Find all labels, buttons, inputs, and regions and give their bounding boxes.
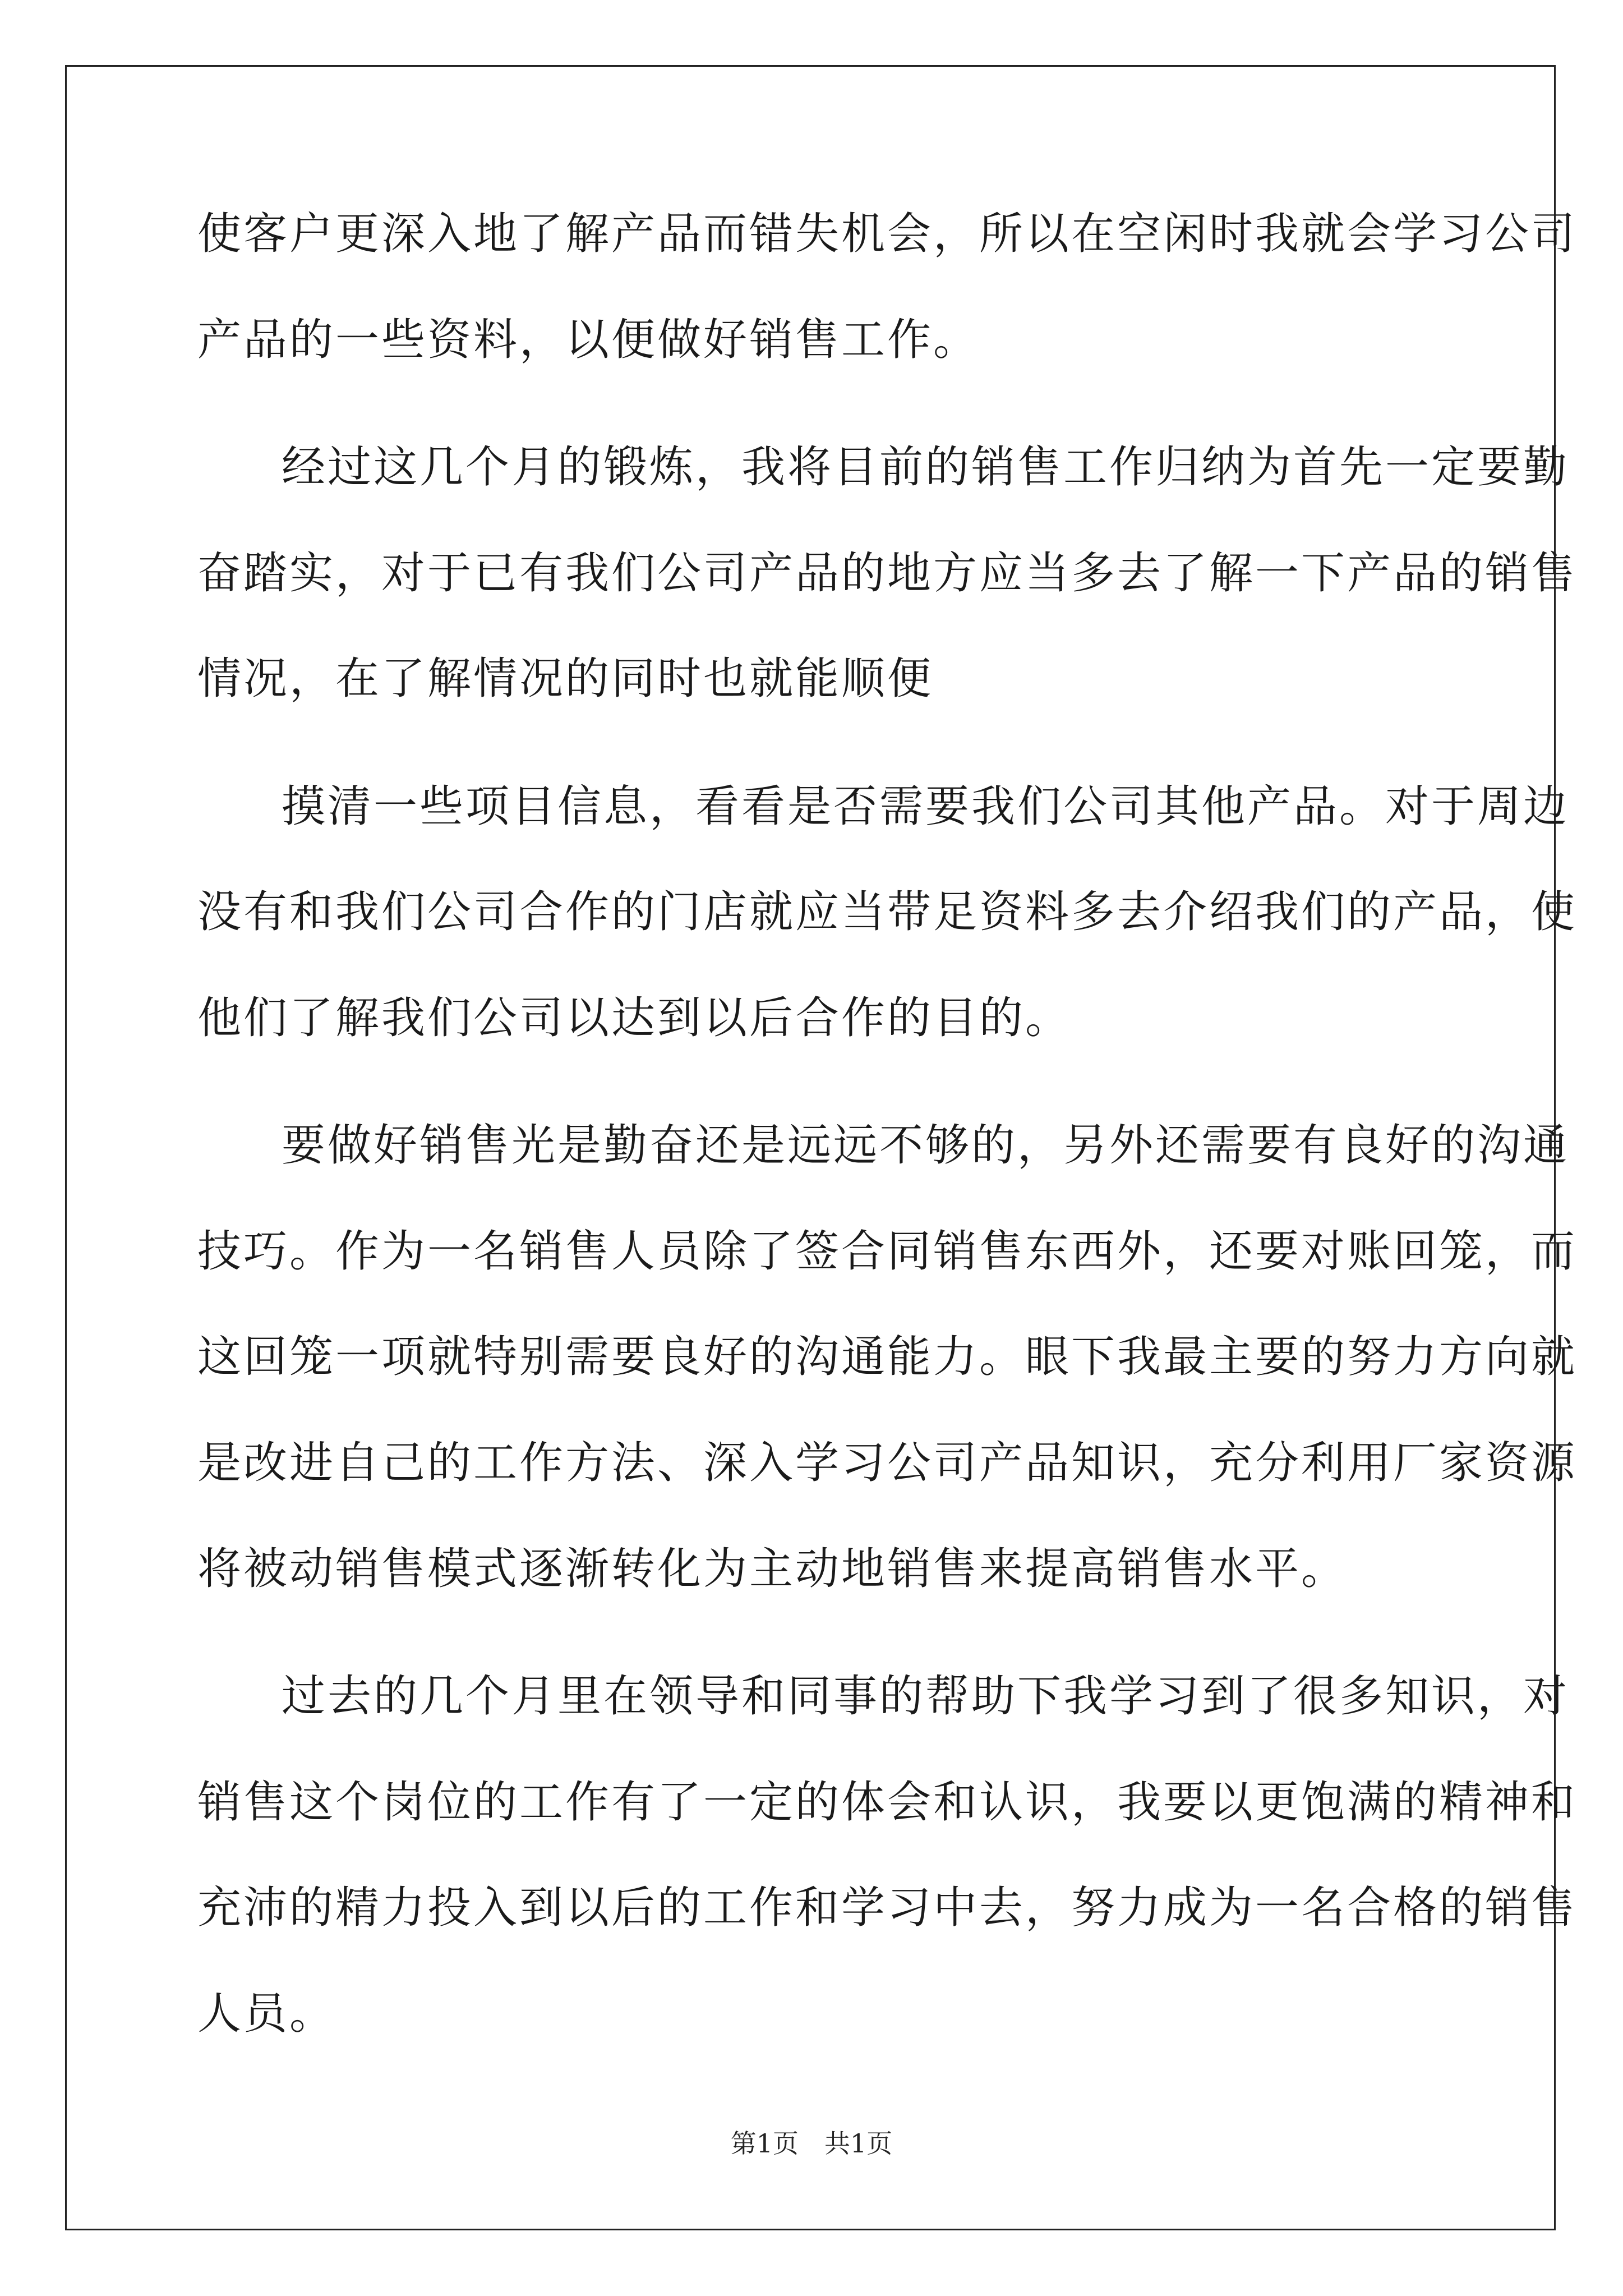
text-line: 人员。 (197, 1989, 336, 2039)
text-line: 销售这个岗位的工作有了一定的体会和认识，我要以更饱满的精神和 (197, 1777, 1578, 1828)
text-line: 产品的一些资料，以便做好销售工作。 (197, 315, 980, 365)
text-line: 摸清一些项目信息，看看是否需要我们公司其他产品。对于周边 (282, 781, 1570, 832)
text-line: 经过这几个月的锻炼，我将目前的销售工作归纳为首先一定要勤 (282, 442, 1570, 493)
text-line: 情况，在了解情况的同时也就能顺便 (197, 654, 934, 704)
page-number: 第1页 共1页 (730, 2128, 893, 2159)
text-line: 奋踏实，对于已有我们公司产品的地方应当多去了解一下产品的销售 (197, 548, 1578, 599)
text-line: 技巧。作为一名销售人员除了签合同销售东西外，还要对账回笼，而 (197, 1226, 1578, 1277)
text-line: 他们了解我们公司以达到以后合作的目的。 (197, 993, 1072, 1043)
text-line: 要做好销售光是勤奋还是远远不够的，另外还需要有良好的沟通 (282, 1120, 1570, 1171)
text-line: 过去的几个月里在领导和同事的帮助下我学习到了很多知识，对 (282, 1671, 1570, 1722)
text-line: 这回笼一项就特别需要良好的沟通能力。眼下我最主要的努力方向就 (197, 1332, 1578, 1382)
text-line: 使客户更深入地了解产品而错失机会，所以在空闲时我就会学习公司 (197, 209, 1578, 259)
text-line: 将被动销售模式逐渐转化为主动地销售来提高销售水平。 (197, 1544, 1348, 1594)
text-line: 充沛的精力投入到以后的工作和学习中去，努力成为一名合格的销售 (197, 1883, 1578, 1933)
text-line: 是改进自己的工作方法、深入学习公司产品知识，充分利用厂家资源 (197, 1438, 1578, 1488)
text-line: 没有和我们公司合作的门店就应当带足资料多去介绍我们的产品，使 (197, 887, 1578, 937)
